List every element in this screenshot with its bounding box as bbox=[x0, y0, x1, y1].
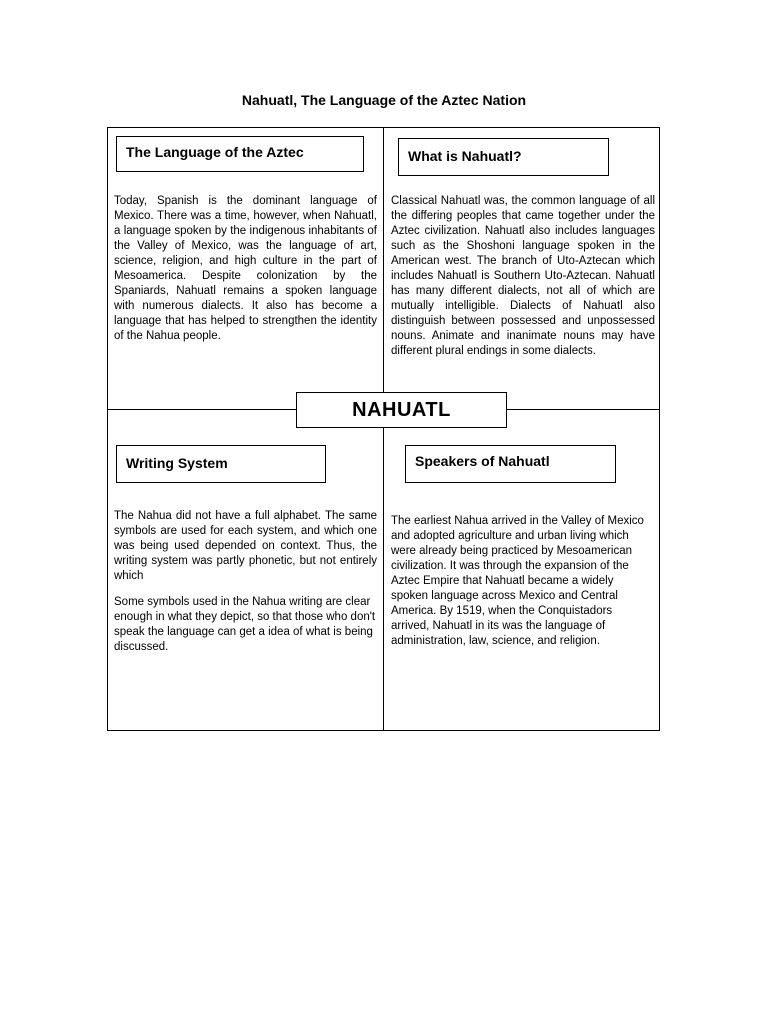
what-is-nahuatl-heading: What is Nahuatl? bbox=[398, 138, 609, 176]
speakers-of-nahuatl-heading: Speakers of Nahuatl bbox=[405, 445, 616, 483]
writing-system-heading: Writing System bbox=[116, 445, 326, 483]
language-of-aztec-paragraph: Today, Spanish is the dominant language of Mexico. There was a time, however, when Nahuatl, a language spoken by the indigenous inhabitants of the Valley of Mexico, was the language of art, science, religion, and high culture in the part of Mesoamerica. Despite colonization by the Spaniards, Nahuatl remains a spoken language with numerous dialects. It also has become a language that has helped to strengthen the identity of the Nahua people. bbox=[114, 195, 377, 342]
what-is-nahuatl-text bbox=[391, 194, 655, 359]
speakers-of-nahuatl-text bbox=[391, 514, 651, 649]
nahuatl-center-label: NAHUATL bbox=[296, 392, 507, 428]
writing-system-paragraph-1: The Nahua did not have a full alphabet. The same symbols are used for each system, and which one was being used depended on context. Thus, the writing system was partly phonetic, but not entirely which bbox=[114, 510, 377, 582]
writing-system-paragraph-2: Some symbols used in the Nahua writing are clear enough in what they depict, so that those who don't speak the language can get a idea of what is being discussed. bbox=[114, 596, 376, 653]
page-title: Nahuatl, The Language of the Aztec Nation bbox=[241, 92, 527, 108]
speakers-paragraph: The earliest Nahua arrived in the Valley of Mexico and adopted agriculture and urban living which were already being practiced by Mesoamerican civilization. It was through the expansion of the Aztec Empire that Nahuatl became a widely spoken language across Mexico and Central America. By 1519, when the Conquistadors arrived, Nahuatl in its was the language of administration, law, science, and religion. bbox=[391, 515, 644, 647]
language-of-aztec-text bbox=[114, 194, 377, 344]
writing-system-text bbox=[114, 509, 377, 655]
vertical-divider bbox=[383, 127, 384, 731]
language-of-aztec-heading: The Language of the Aztec bbox=[116, 136, 364, 172]
what-is-nahuatl-paragraph: Classical Nahuatl was, the common language of all the differing peoples that came together under the Aztec civilization. Nahuatl also includes languages such as the Shoshoni language spoken in the American west. The branch of Uto-Aztecan which includes Nahuatl is Southern Uto-Aztecan. Nahuatl has many different dialects, not all of which are mutually intelligible. Dialects of Nahuatl also distinguish between possessed and unpossessed nouns. Animate and inanimate nouns may have different plural endings in some dialects. bbox=[391, 195, 655, 357]
